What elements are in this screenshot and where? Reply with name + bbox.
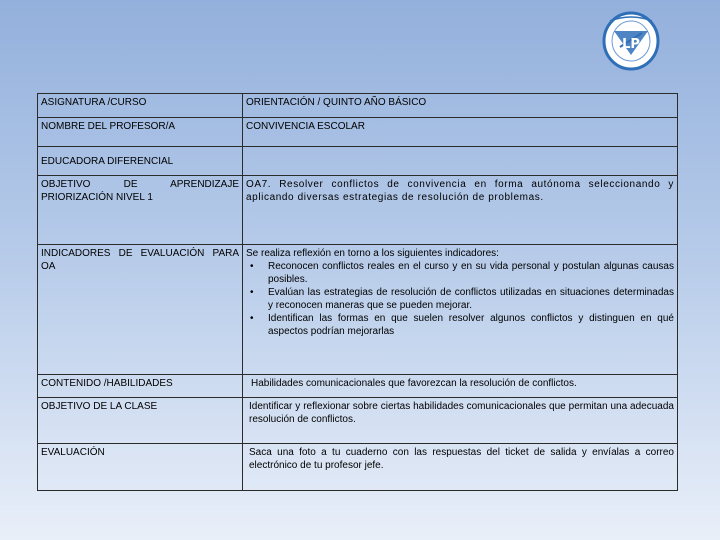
row-value xyxy=(243,147,678,176)
indicators-cell xyxy=(243,245,678,375)
label-line: OBJETIVO DE APRENDIZAJE xyxy=(41,179,239,190)
label-line: OA xyxy=(41,261,56,272)
row-value: Identificar y reflexionar sobre ciertas habilidades comunicacionales que permitan una adecuada resolución de conflictos. xyxy=(243,398,678,444)
row-label: OBJETIVO DE LA CLASE xyxy=(38,398,243,444)
indicator-list xyxy=(246,260,674,338)
objective-text: OA7. Resolver conflictos de convivencia en forma autónoma seleccionando y aplicando diversas estrategias de resolución de problemas. xyxy=(243,176,678,245)
list-item: • Evalúan las estrategias de resolución de conflictos utilizadas en situaciones determinadas y reconocen maneras que se pueden mejorar. xyxy=(268,286,674,312)
label-line: PRIORIZACIÓN NIVEL 1 xyxy=(41,192,153,203)
table-row xyxy=(38,245,678,375)
indicators-intro: Se realiza reflexión en torno a los siguientes indicadores: xyxy=(246,248,499,259)
lesson-plan-table xyxy=(37,93,678,491)
school-crest-icon xyxy=(602,11,660,71)
crest-initials: LP xyxy=(622,37,640,52)
list-item: • Identifican las formas en que suelen resolver algunos conflictos y distinguen en qué aspectos podrían mejorarlas xyxy=(268,312,674,338)
row-label xyxy=(38,245,243,375)
table-row xyxy=(38,94,678,118)
table-row xyxy=(38,176,678,245)
table-row xyxy=(38,375,678,398)
label-line: INDICADORES DE EVALUACIÓN PARA xyxy=(41,248,239,259)
row-label: CONTENIDO /HABILIDADES xyxy=(38,375,243,398)
row-value: Habilidades comunicacionales que favorezcan la resolución de conflictos. xyxy=(243,375,678,398)
row-label: EDUCADORA DIFERENCIAL xyxy=(38,147,243,176)
row-label: EVALUACIÓN xyxy=(38,444,243,491)
table-row xyxy=(38,398,678,444)
table-row xyxy=(38,118,678,147)
row-label: NOMBRE DEL PROFESOR/A xyxy=(38,118,243,147)
row-value: CONVIVENCIA ESCOLAR xyxy=(243,118,678,147)
row-value: Saca una foto a tu cuaderno con las respuestas del ticket de salida y envíalas a correo electrónico de tu profesor jefe. xyxy=(243,444,678,491)
table-row xyxy=(38,147,678,176)
table-row xyxy=(38,444,678,491)
list-item: • Reconocen conflictos reales en el curso y en su vida personal y postulan algunas causas posibles. xyxy=(268,260,674,286)
row-label xyxy=(38,176,243,245)
row-label: ASIGNATURA /CURSO xyxy=(38,94,243,118)
row-value: ORIENTACIÓN / QUINTO AÑO BÁSICO xyxy=(243,94,678,118)
